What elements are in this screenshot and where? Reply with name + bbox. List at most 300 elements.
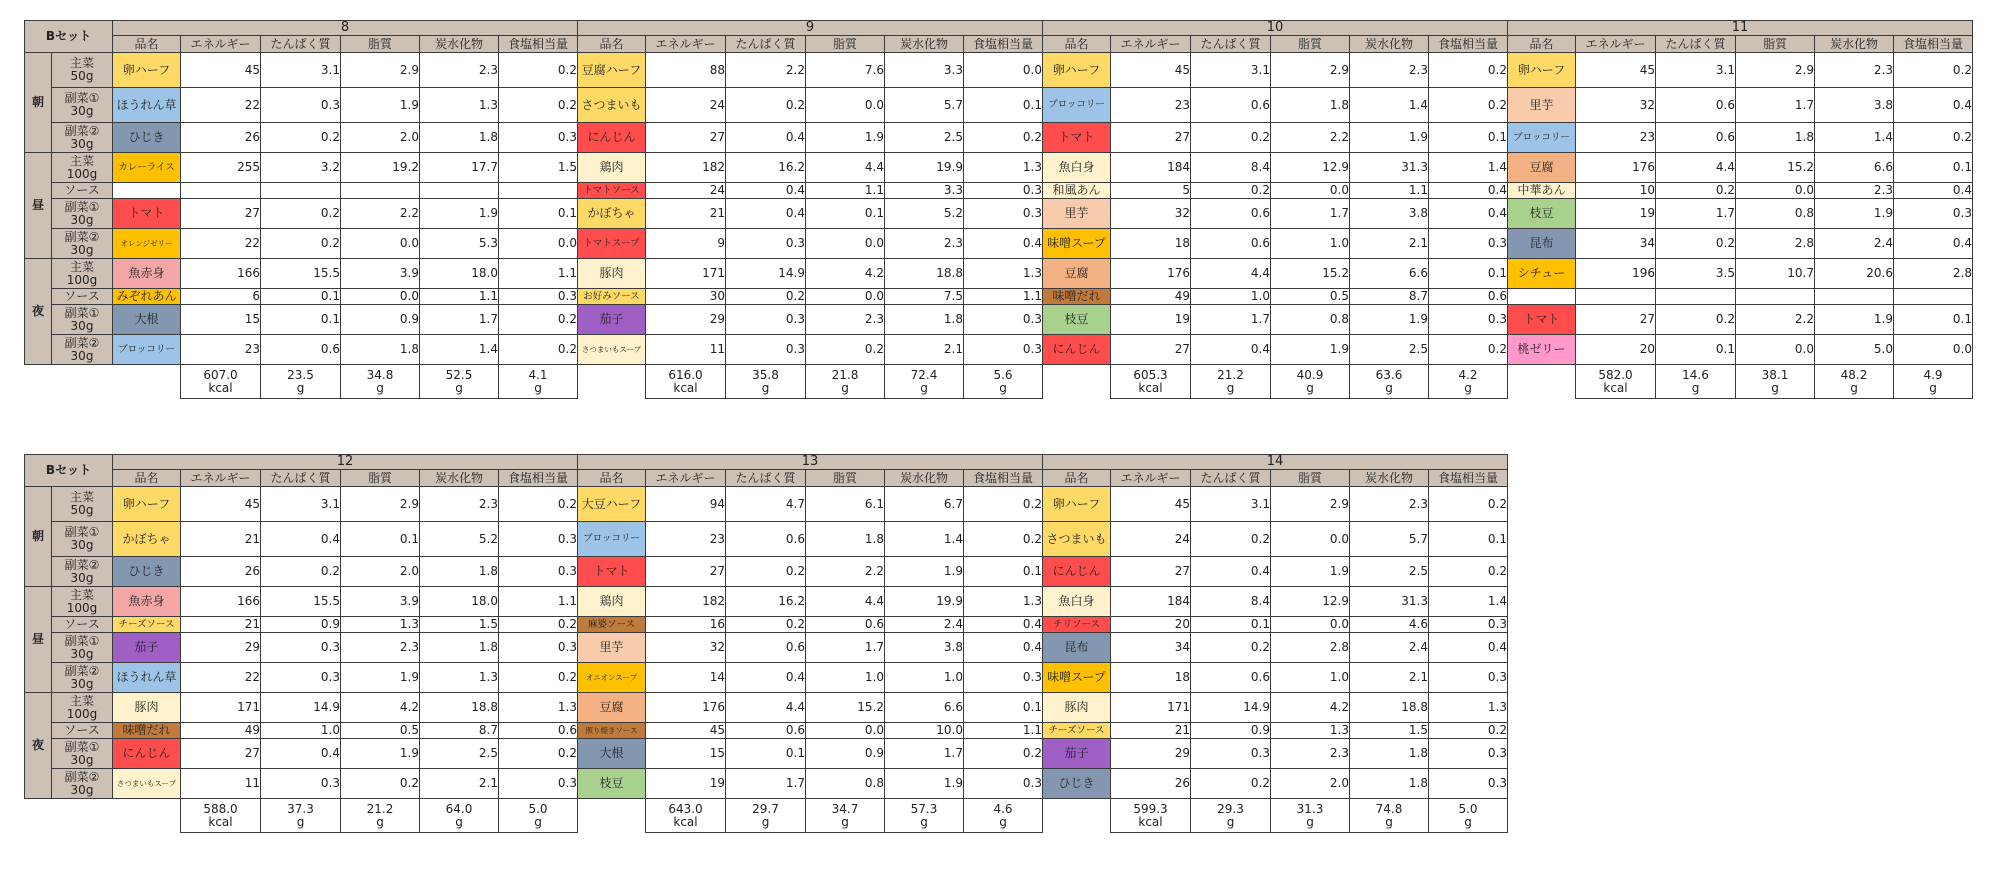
nutrient-value-s: 0.2 xyxy=(964,487,1043,522)
nutrient-value-e: 45 xyxy=(1576,53,1656,88)
nutrient-value-f: 2.8 xyxy=(1736,229,1815,259)
nutrient-value-s: 1.1 xyxy=(964,723,1043,739)
dish-name: かぼちゃ xyxy=(113,522,181,557)
table-row xyxy=(25,259,1973,289)
column-header: たんぱく質 xyxy=(1191,470,1271,487)
nutrient-value-s: 0.3 xyxy=(1429,739,1508,769)
nutrient-value-s: 0.4 xyxy=(1429,633,1508,663)
nutrient-value-e: 45 xyxy=(181,487,261,522)
nutrient-value-p: 0.4 xyxy=(726,183,806,199)
column-header: エネルギー xyxy=(181,470,261,487)
nutrient-value-e: 24 xyxy=(646,88,726,123)
total-unit: g xyxy=(1929,380,1937,395)
nutrient-value-p: 0.3 xyxy=(261,769,341,799)
row-kind-name: 副菜① xyxy=(64,91,100,106)
nutrient-value-e: 21 xyxy=(181,617,261,633)
total-value: 57.3 xyxy=(910,801,938,816)
total-unit: kcal xyxy=(673,814,698,829)
table-row xyxy=(25,88,1973,123)
total-unit: g xyxy=(1385,380,1393,395)
dish-name: 卵ハーフ xyxy=(1043,53,1111,88)
nutrient-value-s xyxy=(499,183,578,199)
dish-name: トマト xyxy=(1043,123,1111,153)
row-kind-name: 副菜① xyxy=(64,199,100,214)
dish-name: 照り焼きソース xyxy=(578,723,646,739)
row-kind-weight: 100g xyxy=(66,600,98,615)
nutrient-value-f: 1.8 xyxy=(341,335,420,365)
nutrient-value-f: 0.0 xyxy=(341,289,420,305)
column-header: たんぱく質 xyxy=(261,470,341,487)
nutrient-value-p: 0.4 xyxy=(1191,335,1271,365)
daily-total-s xyxy=(499,799,578,833)
nutrition-table xyxy=(24,454,1508,833)
nutrient-value-e: 11 xyxy=(181,769,261,799)
total-value: 5.6 xyxy=(993,367,1013,382)
nutrient-value-e: 27 xyxy=(181,739,261,769)
nutrient-value-s: 0.2 xyxy=(1429,335,1508,365)
nutrient-value-c: 19.9 xyxy=(885,153,964,183)
meal-period-label: 昼 xyxy=(25,587,52,693)
daily-total-c xyxy=(1815,365,1894,399)
nutrient-value-f: 1.3 xyxy=(1271,723,1350,739)
dish-name: 和風あん xyxy=(1043,183,1111,199)
nutrient-value-s: 0.4 xyxy=(964,229,1043,259)
nutrient-value-s: 0.4 xyxy=(964,633,1043,663)
column-header: たんぱく質 xyxy=(726,36,806,53)
dish-name: かぼちゃ xyxy=(578,199,646,229)
nutrient-value-f: 1.9 xyxy=(1271,335,1350,365)
nutrient-value-p xyxy=(1656,289,1736,305)
daily-total-p xyxy=(1191,365,1271,399)
total-unit: g xyxy=(841,380,849,395)
column-header: 食塩相当量 xyxy=(499,470,578,487)
nutrient-value-p xyxy=(261,183,341,199)
nutrient-value-c: 3.3 xyxy=(885,53,964,88)
nutrient-value-s: 0.1 xyxy=(964,557,1043,587)
nutrient-value-s: 0.3 xyxy=(964,199,1043,229)
column-header: 品名 xyxy=(113,470,181,487)
row-kind-label xyxy=(52,183,113,199)
nutrient-value-c: 2.4 xyxy=(1350,633,1429,663)
nutrient-value-c: 1.7 xyxy=(885,739,964,769)
nutrient-value-c: 2.5 xyxy=(420,739,499,769)
dish-name: 豚肉 xyxy=(578,259,646,289)
nutrient-value-p: 4.4 xyxy=(1656,153,1736,183)
nutrient-value-e: 16 xyxy=(646,617,726,633)
nutrient-value-e: 182 xyxy=(646,587,726,617)
nutrient-value-e: 176 xyxy=(1576,153,1656,183)
nutrient-value-s: 0.1 xyxy=(964,693,1043,723)
total-value: 52.5 xyxy=(445,367,473,382)
menu-table-week-1 xyxy=(24,20,1973,399)
nutrient-value-c: 18.8 xyxy=(1350,693,1429,723)
total-value: 605.3 xyxy=(1133,367,1168,382)
nutrient-value-c: 6.6 xyxy=(1815,153,1894,183)
dish-name: お好みソース xyxy=(578,289,646,305)
nutrient-value-e: 29 xyxy=(181,633,261,663)
nutrient-value-s: 0.2 xyxy=(499,487,578,522)
nutrient-value-p: 0.6 xyxy=(726,633,806,663)
nutrient-value-s: 0.4 xyxy=(1429,183,1508,199)
nutrient-value-s: 1.3 xyxy=(964,587,1043,617)
dish-name: さつまいもスープ xyxy=(113,769,181,799)
nutrient-value-f: 0.0 xyxy=(1736,335,1815,365)
nutrient-value-c: 1.9 xyxy=(1815,305,1894,335)
row-kind-weight: 100g xyxy=(66,272,98,287)
nutrient-value-c: 2.5 xyxy=(1350,557,1429,587)
dish-name: 鶏肉 xyxy=(578,153,646,183)
nutrient-value-f: 19.2 xyxy=(341,153,420,183)
nutrient-value-e: 88 xyxy=(646,53,726,88)
nutrient-value-p: 0.3 xyxy=(726,229,806,259)
daily-total-f xyxy=(806,799,885,833)
nutrient-value-c: 1.4 xyxy=(1815,123,1894,153)
column-header: 食塩相当量 xyxy=(1429,470,1508,487)
nutrient-value-c: 1.8 xyxy=(885,305,964,335)
nutrient-value-c: 1.3 xyxy=(420,663,499,693)
table-row xyxy=(25,289,1973,305)
dish-name: 桃ゼリー xyxy=(1508,335,1576,365)
dish-name: 魚赤身 xyxy=(113,587,181,617)
nutrient-value-c: 2.3 xyxy=(1350,487,1429,522)
nutrient-value-c: 1.8 xyxy=(420,557,499,587)
column-header: 炭水化物 xyxy=(1815,36,1894,53)
nutrient-value-f: 15.2 xyxy=(1271,259,1350,289)
nutrient-value-e: 27 xyxy=(1111,557,1191,587)
nutrient-value-f: 15.2 xyxy=(1736,153,1815,183)
column-header: エネルギー xyxy=(1111,470,1191,487)
nutrient-value-c: 5.2 xyxy=(885,199,964,229)
nutrient-value-e: 184 xyxy=(1111,587,1191,617)
nutrient-value-c: 17.7 xyxy=(420,153,499,183)
nutrient-value-f xyxy=(341,183,420,199)
dish-name: さつまいも xyxy=(578,88,646,123)
nutrient-value-p: 0.3 xyxy=(726,305,806,335)
nutrient-value-c: 5.0 xyxy=(1815,335,1894,365)
nutrient-value-e: 32 xyxy=(1576,88,1656,123)
nutrient-value-f: 1.0 xyxy=(1271,663,1350,693)
dish-name: 中華あん xyxy=(1508,183,1576,199)
total-value: 40.9 xyxy=(1296,367,1324,382)
column-header: たんぱく質 xyxy=(726,470,806,487)
dish-name: トマト xyxy=(113,199,181,229)
nutrient-value-c: 2.3 xyxy=(420,487,499,522)
total-value: 4.9 xyxy=(1923,367,1943,382)
nutrient-value-f: 7.6 xyxy=(806,53,885,88)
nutrient-value-e: 15 xyxy=(646,739,726,769)
dish-name: ブロッコリー xyxy=(113,335,181,365)
nutrient-value-c: 7.5 xyxy=(885,289,964,305)
row-kind-weight: 30g xyxy=(70,538,94,552)
nutrient-value-p: 0.6 xyxy=(1191,229,1271,259)
dish-name: 枝豆 xyxy=(578,769,646,799)
row-kind-weight: 100g xyxy=(66,166,98,181)
nutrient-value-s: 0.2 xyxy=(1429,723,1508,739)
dish-name: 里芋 xyxy=(1043,199,1111,229)
nutrient-value-f: 1.1 xyxy=(806,183,885,199)
dish-name: 豆腐ハーフ xyxy=(578,53,646,88)
nutrient-value-e: 29 xyxy=(1111,739,1191,769)
daily-total-e xyxy=(1576,365,1656,399)
nutrient-value-p: 0.2 xyxy=(1191,522,1271,557)
nutrient-value-c: 2.3 xyxy=(420,53,499,88)
nutrient-value-p: 0.4 xyxy=(726,199,806,229)
nutrient-value-p: 0.1 xyxy=(726,739,806,769)
nutrient-value-e: 26 xyxy=(181,123,261,153)
dish-name: ブロッコリー xyxy=(1508,123,1576,153)
column-header: 食塩相当量 xyxy=(1429,36,1508,53)
nutrient-value-f xyxy=(1736,289,1815,305)
nutrient-value-s: 0.3 xyxy=(1429,617,1508,633)
nutrient-value-c: 5.7 xyxy=(1350,522,1429,557)
nutrient-value-s: 0.3 xyxy=(964,305,1043,335)
table-row xyxy=(25,123,1973,153)
row-kind-name: 副菜① xyxy=(64,739,100,754)
dish-name: 卵ハーフ xyxy=(1043,487,1111,522)
nutrient-value-p: 0.1 xyxy=(1656,335,1736,365)
nutrient-value-p: 3.1 xyxy=(261,53,341,88)
nutrient-value-e: 27 xyxy=(646,557,726,587)
dish-name: 魚赤身 xyxy=(113,259,181,289)
nutrient-value-s: 0.1 xyxy=(1894,305,1973,335)
nutrient-value-c: 2.4 xyxy=(1815,229,1894,259)
row-kind-weight: 30g xyxy=(70,104,94,118)
nutrient-value-c xyxy=(420,183,499,199)
row-kind-weight: 100g xyxy=(66,706,98,721)
nutrient-value-s: 0.2 xyxy=(1894,123,1973,153)
nutrient-value-e: 14 xyxy=(646,663,726,693)
nutrient-value-s: 0.0 xyxy=(1894,335,1973,365)
nutrient-value-e: 34 xyxy=(1576,229,1656,259)
nutrient-value-p: 3.1 xyxy=(1656,53,1736,88)
nutrient-value-c: 2.1 xyxy=(1350,229,1429,259)
nutrient-value-p: 0.3 xyxy=(261,88,341,123)
nutrient-value-c: 2.5 xyxy=(885,123,964,153)
meal-period-label: 朝 xyxy=(25,487,52,587)
dish-name: ひじき xyxy=(113,123,181,153)
total-value: 35.8 xyxy=(752,367,779,382)
nutrient-value-f: 0.2 xyxy=(341,769,420,799)
total-unit: kcal xyxy=(1603,380,1628,395)
nutrient-value-f: 4.2 xyxy=(806,259,885,289)
column-header: 品名 xyxy=(1043,36,1111,53)
dish-name: オレンジゼリー xyxy=(113,229,181,259)
nutrient-value-p: 0.1 xyxy=(261,305,341,335)
dish-name xyxy=(113,183,181,199)
nutrient-value-s: 0.2 xyxy=(964,739,1043,769)
total-unit: kcal xyxy=(1138,380,1163,395)
nutrient-value-c: 1.8 xyxy=(1350,739,1429,769)
nutrient-value-f: 0.6 xyxy=(806,617,885,633)
nutrient-value-p: 0.1 xyxy=(261,289,341,305)
row-kind-label xyxy=(52,663,113,693)
dish-name: ひじき xyxy=(113,557,181,587)
column-header: 炭水化物 xyxy=(1350,36,1429,53)
daily-total-s xyxy=(1894,365,1973,399)
nutrient-value-p: 2.2 xyxy=(726,53,806,88)
total-value: 23.5 xyxy=(287,367,314,382)
total-unit: kcal xyxy=(208,814,233,829)
day-number: 14 xyxy=(1043,455,1508,470)
total-unit: g xyxy=(761,814,770,829)
row-kind-name: 副菜② xyxy=(64,123,100,138)
column-header: 脂質 xyxy=(341,470,420,487)
nutrient-value-e: 24 xyxy=(646,183,726,199)
nutrient-value-p: 0.4 xyxy=(726,123,806,153)
total-unit: g xyxy=(1464,380,1472,395)
nutrient-value-f: 4.2 xyxy=(341,693,420,723)
nutrient-value-s: 1.3 xyxy=(1429,693,1508,723)
total-value: 38.1 xyxy=(1761,367,1789,382)
column-header: 品名 xyxy=(578,36,646,53)
nutrient-value-p: 0.2 xyxy=(1191,633,1271,663)
nutrient-value-s: 0.1 xyxy=(1894,153,1973,183)
dish-name: 昆布 xyxy=(1508,229,1576,259)
total-unit: g xyxy=(1771,380,1779,395)
nutrient-value-f: 1.9 xyxy=(806,123,885,153)
nutrient-value-p: 0.3 xyxy=(1191,739,1271,769)
nutrient-value-e: 45 xyxy=(1111,487,1191,522)
nutrient-value-s: 0.2 xyxy=(964,123,1043,153)
row-kind-name: 副菜① xyxy=(64,305,100,320)
nutrient-value-c: 3.8 xyxy=(1350,199,1429,229)
total-value: 48.2 xyxy=(1840,367,1868,382)
nutrient-value-s: 0.2 xyxy=(499,663,578,693)
nutrient-value-e: 21 xyxy=(181,522,261,557)
total-value: 74.8 xyxy=(1375,801,1403,816)
daily-total-c xyxy=(885,799,964,833)
row-kind-label xyxy=(52,557,113,587)
nutrient-value-p: 0.2 xyxy=(261,123,341,153)
total-unit: g xyxy=(1385,814,1393,829)
nutrient-value-c: 20.6 xyxy=(1815,259,1894,289)
table-row xyxy=(25,769,1508,799)
total-unit: kcal xyxy=(208,380,233,395)
nutrient-value-s: 0.2 xyxy=(964,522,1043,557)
total-unit: g xyxy=(761,380,770,395)
nutrient-value-c: 5.3 xyxy=(420,229,499,259)
meal-period-label: 夜 xyxy=(25,693,52,799)
dish-name: 魚白身 xyxy=(1043,153,1111,183)
row-kind-label xyxy=(52,633,113,663)
total-unit: g xyxy=(1691,380,1700,395)
total-unit: g xyxy=(296,380,305,395)
nutrient-value-p: 0.2 xyxy=(1191,183,1271,199)
nutrient-value-s: 0.1 xyxy=(1429,259,1508,289)
nutrient-value-f: 0.9 xyxy=(341,305,420,335)
nutrient-value-e: 19 xyxy=(646,769,726,799)
total-unit: g xyxy=(1306,380,1314,395)
row-kind-name: 副菜② xyxy=(64,557,100,572)
nutrient-value-s: 0.1 xyxy=(1429,522,1508,557)
nutrient-value-e: 27 xyxy=(1576,305,1656,335)
nutrient-value-f: 12.9 xyxy=(1271,153,1350,183)
nutrient-value-p: 15.5 xyxy=(261,259,341,289)
row-kind-weight: 30g xyxy=(70,242,94,257)
nutrient-value-s: 0.3 xyxy=(1429,663,1508,693)
total-value: 588.0 xyxy=(203,801,238,816)
nutrient-value-s: 0.2 xyxy=(499,739,578,769)
nutrient-value-p: 3.1 xyxy=(261,487,341,522)
total-unit: g xyxy=(534,814,542,829)
nutrient-value-f: 2.2 xyxy=(1271,123,1350,153)
nutrient-value-c: 5.7 xyxy=(885,88,964,123)
nutrient-value-c: 6.7 xyxy=(885,487,964,522)
nutrient-value-p: 0.9 xyxy=(1191,723,1271,739)
nutrient-value-p: 0.2 xyxy=(1656,229,1736,259)
nutrient-value-f: 1.8 xyxy=(806,522,885,557)
row-kind-weight: 30g xyxy=(70,212,94,227)
nutrient-value-e: 45 xyxy=(181,53,261,88)
dish-name: にんじん xyxy=(113,739,181,769)
table-row xyxy=(25,305,1973,335)
nutrient-value-p: 0.3 xyxy=(261,663,341,693)
nutrient-value-p: 0.2 xyxy=(726,557,806,587)
nutrient-value-f: 2.0 xyxy=(1271,769,1350,799)
menu-table-week-2 xyxy=(24,454,1508,833)
nutrient-value-s: 0.1 xyxy=(964,88,1043,123)
total-value: 599.3 xyxy=(1133,801,1168,816)
table-row xyxy=(25,229,1973,259)
nutrient-value-p: 0.2 xyxy=(1656,183,1736,199)
total-unit: g xyxy=(1226,814,1235,829)
dish-name: 卵ハーフ xyxy=(113,487,181,522)
column-header: 脂質 xyxy=(1271,36,1350,53)
nutrient-value-f: 2.2 xyxy=(1736,305,1815,335)
column-header: 脂質 xyxy=(341,36,420,53)
daily-total-p xyxy=(726,365,806,399)
nutrient-value-p: 0.2 xyxy=(726,617,806,633)
nutrient-value-p: 0.3 xyxy=(261,633,341,663)
row-kind-weight: 50g xyxy=(70,503,94,517)
total-unit: g xyxy=(1850,380,1858,395)
nutrient-value-c: 18.0 xyxy=(420,259,499,289)
total-value: 4.2 xyxy=(1458,367,1478,382)
nutrient-value-s: 0.2 xyxy=(499,617,578,633)
total-value: 607.0 xyxy=(203,367,238,382)
nutrient-value-c: 2.1 xyxy=(885,335,964,365)
nutrient-value-p: 0.2 xyxy=(1191,123,1271,153)
nutrient-value-s: 0.0 xyxy=(499,229,578,259)
dish-name: チーズソース xyxy=(1043,723,1111,739)
total-value: 34.8 xyxy=(366,367,394,382)
nutrient-value-p: 0.2 xyxy=(726,289,806,305)
dish-name: 麻婆ソース xyxy=(578,617,646,633)
dish-name: 魚白身 xyxy=(1043,587,1111,617)
nutrient-value-e: 182 xyxy=(646,153,726,183)
nutrient-value-c: 1.8 xyxy=(420,633,499,663)
nutrient-value-s: 0.2 xyxy=(499,88,578,123)
day-number: 12 xyxy=(113,455,578,470)
nutrient-value-f: 0.0 xyxy=(341,229,420,259)
dish-name: 里芋 xyxy=(578,633,646,663)
nutrient-value-f: 0.0 xyxy=(806,88,885,123)
nutrient-value-c: 1.5 xyxy=(420,617,499,633)
dish-name: さつまいもスープ xyxy=(578,335,646,365)
total-value: 582.0 xyxy=(1598,367,1633,382)
row-kind-name: ソース xyxy=(64,289,100,304)
total-value: 34.7 xyxy=(831,801,859,816)
nutrient-value-f: 2.9 xyxy=(1736,53,1815,88)
nutrient-value-c: 3.8 xyxy=(885,633,964,663)
nutrient-value-s: 0.2 xyxy=(499,305,578,335)
nutrient-value-e: 15 xyxy=(181,305,261,335)
nutrient-value-f: 0.0 xyxy=(806,723,885,739)
nutrient-value-c: 2.4 xyxy=(885,617,964,633)
nutrient-value-p: 1.0 xyxy=(1191,289,1271,305)
total-unit: g xyxy=(1306,814,1314,829)
row-kind-label xyxy=(52,305,113,335)
